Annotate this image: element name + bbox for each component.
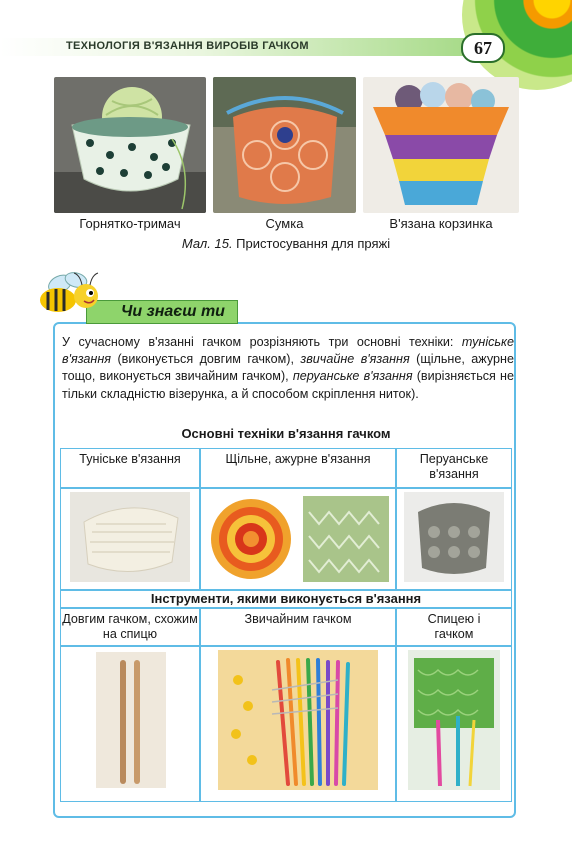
photo-crochet-bag (213, 77, 356, 213)
table-header-peruvian: Перуанське в'язання (396, 448, 512, 488)
caption-yarn-bowl: Горнятко-тримач (79, 216, 181, 231)
tools-title: Інструменти, якими виконується в'язання (60, 590, 512, 608)
table-cell-regular-image (200, 488, 396, 590)
paragraph-text: (щільне, ажурне тощо, виконується звичайним гачком), (62, 352, 514, 384)
table-header-regular: Щільне, ажурне в'язання (200, 448, 396, 488)
table-cell-peruvian-image (396, 488, 512, 590)
photo-crochet-basket (363, 77, 519, 213)
knitting-needles-photo (408, 650, 500, 790)
paragraph-text: (виконується довгим гачком), (111, 352, 301, 367)
figure-title: Пристосування для пряжі (232, 236, 391, 251)
paragraph-text: У сучасному в'язанні гачком розрізняють три основні техніки: (62, 335, 462, 349)
table-cell-tunisian-image (60, 488, 200, 590)
table-header-tunisian: Туніське в'язання (60, 448, 200, 488)
info-tab: Чи знаєш ти (86, 300, 238, 324)
figure-label: Мал. 15. (181, 236, 233, 251)
tool-needle-and-hook-image (396, 646, 512, 802)
regular-sample-photos (205, 492, 391, 586)
photo-yarn-bowl (54, 77, 206, 213)
peruvian-sample-photo (404, 492, 504, 582)
table-title: Основні техніки в'язання гачком (181, 426, 391, 441)
crochet-hooks-photo (218, 650, 378, 790)
tool-long-hook-image (60, 646, 200, 802)
info-paragraph (62, 334, 514, 403)
tool-needle-and-hook: Спицею і гачком (396, 608, 512, 646)
term-regular: звичайне в'язання (300, 352, 410, 367)
page-number: 67 (461, 33, 505, 63)
paragraph-text: (вирізняється не тільки складністю візерунка, а й способом скріплення ниток). (62, 369, 514, 401)
caption-basket: В'язана корзинка (389, 216, 493, 231)
tunisian-sample-photo (70, 492, 190, 582)
figure-caption (0, 236, 572, 251)
term-tunisian: туніське в'язання (62, 335, 514, 367)
term-peruvian: перуанське в'язання (292, 369, 413, 384)
tool-long-hook: Довгим гачком, схожим на спицю (60, 608, 200, 646)
long-hooks-photo (70, 650, 190, 790)
section-title: ТЕХНОЛОГІЯ В'ЯЗАННЯ ВИРОБІВ ГАЧКОМ (66, 40, 309, 52)
tool-regular-hook: Звичайним гачком (200, 608, 396, 646)
bee-icon (36, 268, 106, 318)
caption-bag: Сумка (265, 216, 304, 231)
tool-regular-hook-image (200, 646, 396, 802)
